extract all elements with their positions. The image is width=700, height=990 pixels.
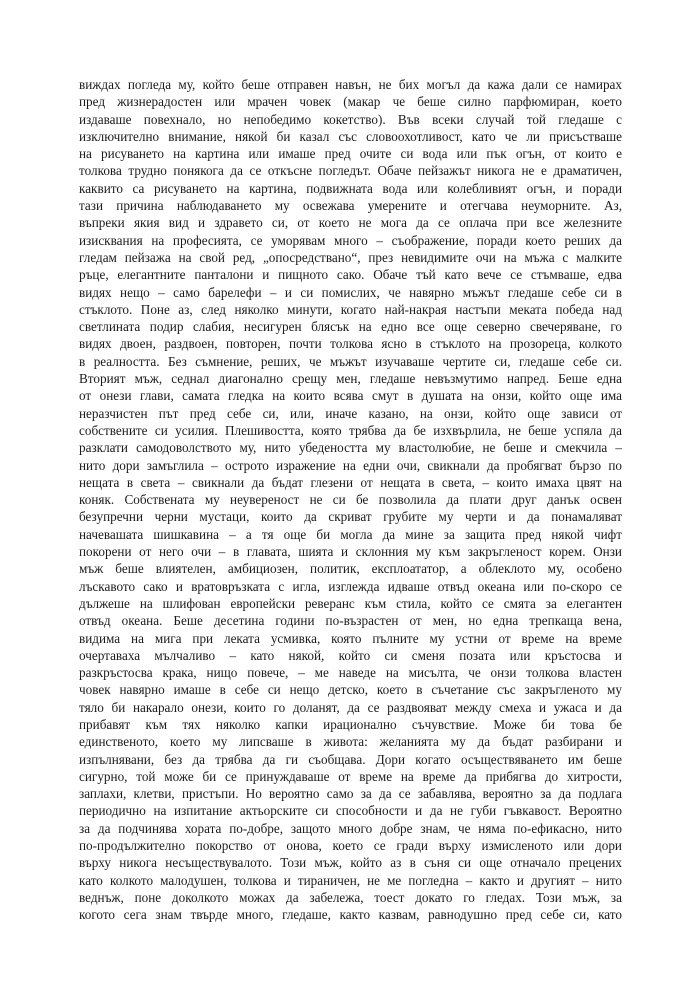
text-line: коняк. Собствената му неувереност не си бе позволила да плати друг данък освен [79,492,622,508]
text-line: видях нещо – само барелефи – и си помислих, че навярно мъжът гледаше себе си в [79,284,622,300]
text-line: неразчистен път пред себе си, или, иначе казано, на онзи, който още зависи от [79,405,622,421]
text-line: очертаваха мълчаливо – като някой, който си сменя позата или кръстосва и [79,647,622,663]
text-line: пред жизнерадостен или мрачен човек (макар че беше силно парфюмиран, което [79,94,622,110]
text-line: сигурно, той може би се принуждаваше от време на време да прибягва до хитрости, [79,768,622,784]
text-line: виждах погледа му, който беше отправен навън, не бих могъл да кажа дали се намирах [79,77,622,92]
text-line: върху никога несъществувалото. Този мъж, който аз в съня си още отначало прецених [79,855,622,871]
text-line: тази причина наблюдаването му освежава умерените и отегчава неуморните. Аз, [79,198,622,214]
text-line: като колкото малодушен, толкова и тираничен, не ме погледна – както и другият – нито [79,872,622,888]
text-line: дължеше на шлифован европейски реверанс към стила, който се смята за елегантен [79,595,622,611]
text-line: на рисуването на картина или имаше пред очите си вода или пък огън, от които е [79,146,622,162]
text-line: човек навярно имаше в себе си нещо детско, което в съчетание със закръгленото му [79,682,622,698]
text-line: видях двоен, раздвоен, повторен, почти толкова ясно в стъклото на прозореца, колкото [79,336,622,352]
text-line: когото сега знам твърде много, гледаше, както казвам, равнодушно пред себе си, като [79,907,622,923]
text-line: лъскавото сако и вратовръзката с игла, изглежда идваше отвъд океана или по-скоро се [79,578,622,594]
text-line: нито дори замъглила – острото изражение на едни очи, свикнали да пробягват бързо по [79,457,622,473]
text-line: толкова трудно понякога да се откъсне погледът. Обаче пейзажът никога не е драматичен, [79,163,622,179]
text-line: гледам пейзажа на свой ред, „опосредствано“, през невидимите очи на мъжа с малките [79,249,622,265]
text-line: прибавят към тях няколко капки ирационално съчувствие. Може би това бе [79,716,622,732]
text-line: заплахи, клетви, пристъпи. Но вероятно само за да се забавлява, вероятно за да подлага [79,786,622,802]
text-line: в реалността. Без съмнение, реших, че мъжът изучаваше чертите си, гледаше себе си. [79,353,622,369]
text-line: единственото, което му липсваше в живота: желанията му да бъдат разбирани и [79,734,622,750]
text-line: покорени от него очи – в главата, шията и склонния му към закръгленост корем. Онзи [79,544,622,560]
text-line: изисквания на професията, се уморявам много – съображение, поради което реших да [79,232,622,248]
text-line: каквито са рисуването на картина, подвижната вода или колебливият огън, и поради [79,180,622,196]
body-text [79,76,622,924]
text-line: мъж беше влиятелен, амбициозен, политик, експлоататор, а облеклото му, особено [79,561,622,577]
text-line: нещата в света – свикнали да бъдат глезени от нещата в света, – които имаха цвят на [79,474,622,490]
text-line: стъклото. Поне аз, след няколко минути, когато най-накрая настъпи меката победа над [79,301,622,317]
text-line: издаваше повехнало, но непобедимо кокетство). Във всеки случай той гледаше с [79,111,622,127]
text-line: въпреки якия вид и здравето си, от което не мога да се оплача при все железните [79,215,622,231]
text-line: Вторият мъж, седнал диагонално срещу мен, гледаше невъзмутимо напред. Беше една [79,371,622,387]
text-line: по-продължително покорство от онова, което се гради върху измисленото или дори [79,838,622,854]
text-line: светлината подир слабия, несигурен блясък на едно все още северно свечеряване, го [79,319,622,335]
text-line: периодично на изпитание актьорските си способности и да не губи гъвкавост. Вероятно [79,803,622,819]
text-line: видима на мига при леката усмивка, която пълните му устни от време на време [79,630,622,646]
text-line: разклати самодоволството му, нито убедеността му властолюбие, не беше и смекчила – [79,440,622,456]
text-line: веднъж, поне доколкото можах да забележа, тоест докато го гледах. Този мъж, за [79,889,622,905]
text-line: отвъд океана. Беше десетина години по-възрастен от мен, но една трепкаща вена, [79,613,622,629]
text-line: от онези глави, самата гледка на които всява смут в душата на онзи, който още има [79,388,622,404]
text-line: изпълнявани, без да трябва да ги съобщава. Дори когато осъществяването им беше [79,751,622,767]
text-line: изключително внимание, някой би казал със словоохотливост, като че ли присъстваше [79,128,622,144]
text-line: безупречни черни мустаци, които да скриват грубите му черти и да понамаляват [79,509,622,525]
text-line: тяло би накарало онези, които го доланят, да се раздвояват между смеха и ужаса и да [79,699,622,715]
document-page [79,76,622,924]
text-line: собствените си усилия. Плешивостта, която трябва да бе изхвърлила, не беше успяла да [79,422,622,438]
text-line: начевашата шишкавина – а тя още би могла да мине за защита пред някой чифт [79,526,622,542]
text-line: за да подчинява хората по-добре, защото много добре знам, че няма по-ефикасно, нито [79,820,622,836]
text-line: разкръстосва крака, нищо повече, – ме наведе на мисълта, че онзи толкова властен [79,665,622,681]
text-line: ръце, елегантните панталони и пищното сако. Обаче тъй като вече се стъмваше, едва [79,267,622,283]
